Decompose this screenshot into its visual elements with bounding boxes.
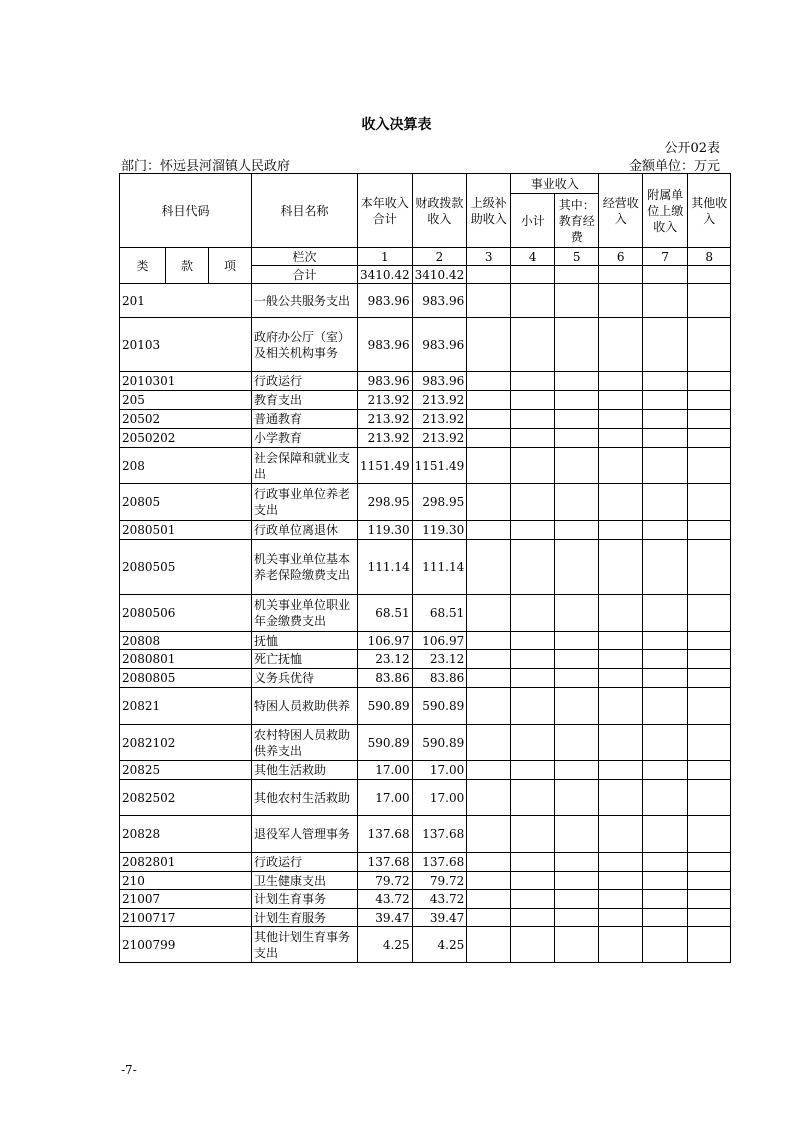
row-empty-cell <box>599 318 643 372</box>
row-empty-cell <box>599 927 643 963</box>
table-row <box>120 484 731 521</box>
col-num-8: 8 <box>688 248 731 266</box>
row-fiscal-income: 213.92 <box>412 429 467 448</box>
row-empty-cell <box>555 761 599 780</box>
row-empty-cell <box>467 669 511 688</box>
row-code: 2080501 <box>120 521 252 540</box>
row-code: 20821 <box>120 688 252 725</box>
row-empty-cell <box>467 725 511 761</box>
col-num-6: 6 <box>599 248 643 266</box>
row-empty-cell <box>511 632 555 650</box>
row-total-income: 213.92 <box>358 429 413 448</box>
row-empty-cell <box>688 927 731 963</box>
row-fiscal-income: 137.68 <box>412 816 467 853</box>
row-empty-cell <box>467 540 511 595</box>
row-total-income: 23.12 <box>358 650 413 669</box>
row-empty-cell <box>599 688 643 725</box>
row-empty-cell <box>555 909 599 927</box>
row-empty-cell <box>467 372 511 391</box>
row-name: 机关事业单位基本养老保险缴费支出 <box>252 540 358 595</box>
row-code: 2010301 <box>120 372 252 391</box>
row-code: 2080505 <box>120 540 252 595</box>
row-empty-cell <box>555 816 599 853</box>
col-num-3: 3 <box>467 248 511 266</box>
row-fiscal-income: 590.89 <box>412 725 467 761</box>
row-empty-cell <box>555 318 599 372</box>
row-total-income: 17.00 <box>358 761 413 780</box>
row-empty-cell <box>599 853 643 872</box>
row-code: 2082502 <box>120 780 252 816</box>
row-empty-cell <box>555 429 599 448</box>
row-total-income: 83.86 <box>358 669 413 688</box>
row-name: 教育支出 <box>252 391 358 410</box>
row-empty-cell <box>688 816 731 853</box>
page-title: 收入决算表 <box>361 117 432 133</box>
row-fiscal-income: 111.14 <box>412 540 467 595</box>
row-empty-cell <box>688 540 731 595</box>
row-empty-cell <box>599 650 643 669</box>
row-name: 社会保障和就业支出 <box>252 448 358 484</box>
row-empty-cell <box>599 780 643 816</box>
row-name: 其他计划生育事务支出 <box>252 927 358 963</box>
row-empty-cell <box>467 521 511 540</box>
row-empty-cell <box>688 761 731 780</box>
row-empty-cell <box>599 669 643 688</box>
header-affiliated-income: 附属单位上缴收入 <box>643 174 688 248</box>
row-empty-cell <box>511 372 555 391</box>
row-empty-cell <box>688 890 731 909</box>
table-body <box>120 284 731 963</box>
row-fiscal-income: 39.47 <box>412 909 467 927</box>
row-total-income: 137.68 <box>358 853 413 872</box>
row-empty-cell <box>599 816 643 853</box>
row-empty-cell <box>511 595 555 632</box>
row-code: 2082102 <box>120 725 252 761</box>
table-row <box>120 725 731 761</box>
row-name: 农村特困人员救助供养支出 <box>252 725 358 761</box>
row-name: 其他生活救助 <box>252 761 358 780</box>
row-empty-cell <box>555 284 599 318</box>
row-empty-cell <box>688 284 731 318</box>
row-empty-cell <box>599 521 643 540</box>
row-empty-cell <box>555 927 599 963</box>
row-empty-cell <box>688 391 731 410</box>
row-empty-cell <box>643 927 688 963</box>
table-row <box>120 872 731 890</box>
row-empty-cell <box>511 725 555 761</box>
row-empty-cell <box>467 761 511 780</box>
row-empty-cell <box>643 872 688 890</box>
row-empty-cell <box>555 890 599 909</box>
row-fiscal-income: 983.96 <box>412 372 467 391</box>
row-empty-cell <box>599 540 643 595</box>
row-empty-cell <box>467 688 511 725</box>
row-empty-cell <box>555 853 599 872</box>
row-empty-cell <box>688 853 731 872</box>
row-name: 普通教育 <box>252 410 358 429</box>
row-empty-cell <box>688 595 731 632</box>
row-empty-cell <box>643 410 688 429</box>
row-empty-cell <box>511 853 555 872</box>
row-empty-cell <box>511 927 555 963</box>
row-empty-cell <box>643 780 688 816</box>
row-empty-cell <box>467 853 511 872</box>
row-empty-cell <box>467 890 511 909</box>
table-row <box>120 780 731 816</box>
row-empty-cell <box>511 669 555 688</box>
row-name: 卫生健康支出 <box>252 872 358 890</box>
row-empty-cell <box>599 725 643 761</box>
row-empty-cell <box>688 521 731 540</box>
row-empty-cell <box>555 595 599 632</box>
row-empty-cell <box>643 540 688 595</box>
row-name: 小学教育 <box>252 429 358 448</box>
total-fiscal-value: 3410.42 <box>412 266 467 284</box>
row-name: 计划生育事务 <box>252 890 358 909</box>
row-total-income: 119.30 <box>358 521 413 540</box>
table-row <box>120 318 731 372</box>
row-empty-cell <box>511 540 555 595</box>
header-operating-income: 经营收入 <box>599 174 643 248</box>
row-empty-cell <box>511 318 555 372</box>
row-name: 特困人员救助供养 <box>252 688 358 725</box>
row-empty-cell <box>555 632 599 650</box>
row-name: 计划生育服务 <box>252 909 358 927</box>
row-code: 2050202 <box>120 429 252 448</box>
row-empty-cell <box>467 595 511 632</box>
table-row <box>120 632 731 650</box>
row-empty-cell <box>511 816 555 853</box>
row-empty-cell <box>467 484 511 521</box>
row-total-income: 43.72 <box>358 890 413 909</box>
row-empty-cell <box>511 872 555 890</box>
row-empty-cell <box>555 521 599 540</box>
row-total-income: 4.25 <box>358 927 413 963</box>
row-empty-cell <box>643 669 688 688</box>
income-statement-table <box>119 173 731 963</box>
row-code: 20103 <box>120 318 252 372</box>
col-num-5: 5 <box>555 248 599 266</box>
department-label: 部门：怀远县河溜镇人民政府 <box>121 159 291 174</box>
header-section: 款 <box>166 248 209 284</box>
row-total-income: 68.51 <box>358 595 413 632</box>
row-empty-cell <box>688 669 731 688</box>
row-fiscal-income: 137.68 <box>412 853 467 872</box>
row-code: 205 <box>120 391 252 410</box>
total-label: 合计 <box>252 266 358 284</box>
row-total-income: 983.96 <box>358 318 413 372</box>
row-fiscal-income: 119.30 <box>412 521 467 540</box>
row-fiscal-income: 983.96 <box>412 318 467 372</box>
row-name: 抚恤 <box>252 632 358 650</box>
row-total-income: 1151.49 <box>358 448 413 484</box>
table-row <box>120 890 731 909</box>
row-empty-cell <box>555 484 599 521</box>
row-fiscal-income: 83.86 <box>412 669 467 688</box>
row-fiscal-income: 1151.49 <box>412 448 467 484</box>
table-row <box>120 410 731 429</box>
row-fiscal-income: 43.72 <box>412 890 467 909</box>
row-empty-cell <box>555 780 599 816</box>
table-row <box>120 669 731 688</box>
row-empty-cell <box>555 391 599 410</box>
row-total-income: 983.96 <box>358 284 413 318</box>
row-empty-cell <box>688 632 731 650</box>
row-fiscal-income: 68.51 <box>412 595 467 632</box>
row-empty-cell <box>688 688 731 725</box>
row-empty-cell <box>599 872 643 890</box>
row-empty-cell <box>643 521 688 540</box>
row-code: 208 <box>120 448 252 484</box>
row-empty-cell <box>688 410 731 429</box>
row-total-income: 17.00 <box>358 780 413 816</box>
row-empty-cell <box>599 284 643 318</box>
row-fiscal-income: 23.12 <box>412 650 467 669</box>
row-empty-cell <box>511 521 555 540</box>
header-subject-code: 科目代码 <box>120 174 252 248</box>
row-empty-cell <box>555 872 599 890</box>
row-empty-cell <box>688 372 731 391</box>
row-empty-cell <box>688 448 731 484</box>
row-empty-cell <box>688 484 731 521</box>
row-fiscal-income: 106.97 <box>412 632 467 650</box>
row-empty-cell <box>599 909 643 927</box>
row-name: 其他农村生活救助 <box>252 780 358 816</box>
table-row <box>120 521 731 540</box>
row-total-income: 298.95 <box>358 484 413 521</box>
amount-unit-label: 金额单位：万元 <box>628 159 720 174</box>
row-total-income: 590.89 <box>358 688 413 725</box>
row-empty-cell <box>555 410 599 429</box>
row-empty-cell <box>511 391 555 410</box>
table-row <box>120 391 731 410</box>
row-fiscal-income: 298.95 <box>412 484 467 521</box>
row-empty-cell <box>688 725 731 761</box>
row-fiscal-income: 79.72 <box>412 872 467 890</box>
row-empty-cell <box>599 595 643 632</box>
row-total-income: 79.72 <box>358 872 413 890</box>
row-name: 行政事业单位养老支出 <box>252 484 358 521</box>
row-empty-cell <box>643 429 688 448</box>
row-fiscal-income: 213.92 <box>412 410 467 429</box>
row-empty-cell <box>643 318 688 372</box>
row-empty-cell <box>688 909 731 927</box>
row-empty-cell <box>511 909 555 927</box>
row-name: 死亡抚恤 <box>252 650 358 669</box>
header-column-index: 栏次 <box>252 248 358 266</box>
table-row <box>120 909 731 927</box>
row-name: 一般公共服务支出 <box>252 284 358 318</box>
row-empty-cell <box>511 780 555 816</box>
row-code: 201 <box>120 284 252 318</box>
row-empty-cell <box>599 410 643 429</box>
row-empty-cell <box>467 650 511 669</box>
row-total-income: 111.14 <box>358 540 413 595</box>
row-empty-cell <box>555 650 599 669</box>
row-code: 20805 <box>120 484 252 521</box>
row-fiscal-income: 213.92 <box>412 391 467 410</box>
row-empty-cell <box>643 909 688 927</box>
row-code: 2080805 <box>120 669 252 688</box>
row-code: 2080801 <box>120 650 252 669</box>
row-name: 行政运行 <box>252 372 358 391</box>
row-total-income: 106.97 <box>358 632 413 650</box>
row-empty-cell <box>643 484 688 521</box>
row-empty-cell <box>555 688 599 725</box>
row-empty-cell <box>688 780 731 816</box>
row-empty-cell <box>599 372 643 391</box>
row-fiscal-income: 590.89 <box>412 688 467 725</box>
row-code: 2082801 <box>120 853 252 872</box>
row-empty-cell <box>599 429 643 448</box>
row-empty-cell <box>467 872 511 890</box>
header-item: 项 <box>209 248 252 284</box>
header-other-income: 其他收入 <box>688 174 731 248</box>
row-empty-cell <box>511 410 555 429</box>
row-empty-cell <box>643 448 688 484</box>
row-empty-cell <box>511 484 555 521</box>
header-subject-name: 科目名称 <box>252 174 358 248</box>
row-total-income: 213.92 <box>358 391 413 410</box>
row-code: 2100799 <box>120 927 252 963</box>
row-empty-cell <box>643 650 688 669</box>
col-num-2: 2 <box>412 248 467 266</box>
row-empty-cell <box>511 429 555 448</box>
row-empty-cell <box>555 540 599 595</box>
row-empty-cell <box>688 318 731 372</box>
header-education-fee: 其中：教育经费 <box>555 194 599 248</box>
row-empty-cell <box>643 688 688 725</box>
row-code: 21007 <box>120 890 252 909</box>
row-fiscal-income: 17.00 <box>412 761 467 780</box>
col-num-4: 4 <box>511 248 555 266</box>
header-superior-subsidy: 上级补助收入 <box>467 174 511 248</box>
row-empty-cell <box>643 853 688 872</box>
row-empty-cell <box>555 448 599 484</box>
row-empty-cell <box>599 391 643 410</box>
header-class: 类 <box>120 248 166 284</box>
table-row <box>120 540 731 595</box>
row-empty-cell <box>511 890 555 909</box>
col-num-7: 7 <box>643 248 688 266</box>
row-code: 20825 <box>120 761 252 780</box>
table-row <box>120 853 731 872</box>
row-empty-cell <box>599 890 643 909</box>
row-empty-cell <box>643 372 688 391</box>
row-empty-cell <box>467 410 511 429</box>
row-empty-cell <box>643 761 688 780</box>
row-empty-cell <box>599 484 643 521</box>
row-empty-cell <box>643 725 688 761</box>
row-empty-cell <box>599 632 643 650</box>
row-name: 政府办公厅（室）及相关机构事务 <box>252 318 358 372</box>
form-number: 公开02表 <box>664 141 720 156</box>
row-fiscal-income: 983.96 <box>412 284 467 318</box>
row-empty-cell <box>599 448 643 484</box>
row-empty-cell <box>555 669 599 688</box>
row-code: 210 <box>120 872 252 890</box>
table-row <box>120 650 731 669</box>
table-row <box>120 448 731 484</box>
row-total-income: 39.47 <box>358 909 413 927</box>
header-fiscal-income: 财政拨款收入 <box>412 174 467 248</box>
row-total-income: 983.96 <box>358 372 413 391</box>
row-empty-cell <box>467 391 511 410</box>
table-row <box>120 927 731 963</box>
row-empty-cell <box>688 650 731 669</box>
row-empty-cell <box>599 761 643 780</box>
table-row <box>120 761 731 780</box>
row-empty-cell <box>467 632 511 650</box>
row-empty-cell <box>467 927 511 963</box>
row-empty-cell <box>467 816 511 853</box>
row-empty-cell <box>467 909 511 927</box>
row-name: 行政单位离退休 <box>252 521 358 540</box>
row-code: 2080506 <box>120 595 252 632</box>
row-empty-cell <box>643 890 688 909</box>
row-empty-cell <box>467 448 511 484</box>
row-empty-cell <box>511 448 555 484</box>
table-row <box>120 688 731 725</box>
row-total-income: 213.92 <box>358 410 413 429</box>
table-row <box>120 372 731 391</box>
row-fiscal-income: 17.00 <box>412 780 467 816</box>
table-row <box>120 816 731 853</box>
row-empty-cell <box>555 372 599 391</box>
row-empty-cell <box>643 391 688 410</box>
row-empty-cell <box>467 284 511 318</box>
row-empty-cell <box>467 429 511 448</box>
row-empty-cell <box>688 872 731 890</box>
table-row <box>120 429 731 448</box>
row-name: 退役军人管理事务 <box>252 816 358 853</box>
row-code: 20808 <box>120 632 252 650</box>
header-business-income: 事业收入 <box>511 174 599 194</box>
row-empty-cell <box>511 761 555 780</box>
row-name: 机关事业单位职业年金缴费支出 <box>252 595 358 632</box>
row-code: 2100717 <box>120 909 252 927</box>
row-empty-cell <box>467 318 511 372</box>
row-total-income: 590.89 <box>358 725 413 761</box>
col-num-1: 1 <box>358 248 413 266</box>
page-number: -7- <box>121 1063 137 1077</box>
row-code: 20502 <box>120 410 252 429</box>
row-empty-cell <box>511 650 555 669</box>
table-row <box>120 595 731 632</box>
row-empty-cell <box>643 816 688 853</box>
total-income-value: 3410.42 <box>358 266 413 284</box>
row-name: 行政运行 <box>252 853 358 872</box>
row-empty-cell <box>511 688 555 725</box>
table-row <box>120 284 731 318</box>
row-fiscal-income: 4.25 <box>412 927 467 963</box>
row-code: 20828 <box>120 816 252 853</box>
header-subtotal: 小计 <box>511 194 555 248</box>
row-empty-cell <box>688 429 731 448</box>
header-total-income: 本年收入合计 <box>358 174 413 248</box>
row-empty-cell <box>555 725 599 761</box>
row-empty-cell <box>643 632 688 650</box>
row-total-income: 137.68 <box>358 816 413 853</box>
row-empty-cell <box>643 284 688 318</box>
row-name: 义务兵优待 <box>252 669 358 688</box>
row-empty-cell <box>467 780 511 816</box>
row-empty-cell <box>643 595 688 632</box>
row-empty-cell <box>511 284 555 318</box>
